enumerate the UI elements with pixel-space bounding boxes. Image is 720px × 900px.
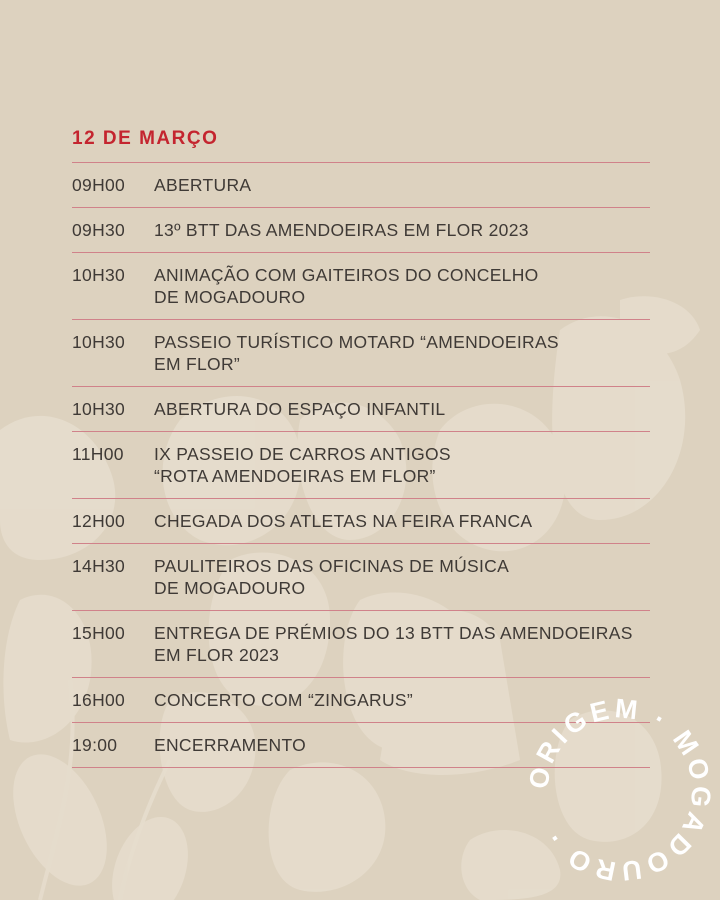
schedule-description: ENTREGA DE PRÉMIOS DO 13 BTT DAS AMENDOEIRAS EM FLOR 2023 <box>154 623 633 665</box>
schedule-time: 10H30 <box>72 399 126 419</box>
schedule-time: 19:00 <box>72 735 118 755</box>
schedule-description: PAULITEIROS DAS OFICINAS DE MÚSICA DE MOGADOURO <box>154 556 510 598</box>
schedule-row <box>72 432 650 499</box>
schedule-description: CHEGADA DOS ATLETAS NA FEIRA FRANCA <box>154 511 533 531</box>
schedule-description: ABERTURA <box>154 175 252 195</box>
svg-text:ORIGEM · MOGADOURO · <box>523 693 717 887</box>
schedule-time: 10H30 <box>72 332 126 352</box>
schedule-time: 09H30 <box>72 220 126 240</box>
schedule-description: 13º BTT DAS AMENDOEIRAS EM FLOR 2023 <box>154 220 529 240</box>
schedule-description: IX PASSEIO DE CARROS ANTIGOS “ROTA AMENDOEIRAS EM FLOR” <box>154 444 451 486</box>
schedule-row <box>72 208 650 253</box>
schedule-description: ANIMAÇÃO COM GAITEIROS DO CONCELHO DE MOGADOURO <box>154 265 539 307</box>
circular-text-logo <box>520 690 720 890</box>
schedule-time: 14H30 <box>72 556 126 576</box>
schedule-row <box>72 253 650 320</box>
schedule-description: ABERTURA DO ESPAÇO INFANTIL <box>154 399 446 419</box>
schedule-panel <box>72 128 650 768</box>
schedule-row <box>72 544 650 611</box>
schedule-time: 15H00 <box>72 623 126 643</box>
schedule-description: PASSEIO TURÍSTICO MOTARD “AMENDOEIRAS EM FLOR” <box>154 332 559 374</box>
schedule-description: CONCERTO COM “ZINGARUS” <box>154 690 414 710</box>
date-heading: 12 DE MARÇO <box>72 128 650 163</box>
schedule-row <box>72 320 650 387</box>
seal-text: ORIGEM · MOGADOURO · <box>523 693 717 887</box>
schedule-row <box>72 499 650 544</box>
schedule-time: 12H00 <box>72 511 126 531</box>
schedule-row <box>72 163 650 208</box>
schedule-time: 11H00 <box>72 444 124 464</box>
schedule-time: 16H00 <box>72 690 126 710</box>
schedule-time: 10H30 <box>72 265 126 285</box>
schedule-row <box>72 387 650 432</box>
schedule-time: 09H00 <box>72 175 126 195</box>
schedule-row <box>72 611 650 678</box>
schedule-list <box>72 163 650 768</box>
schedule-description: ENCERRAMENTO <box>154 735 307 755</box>
